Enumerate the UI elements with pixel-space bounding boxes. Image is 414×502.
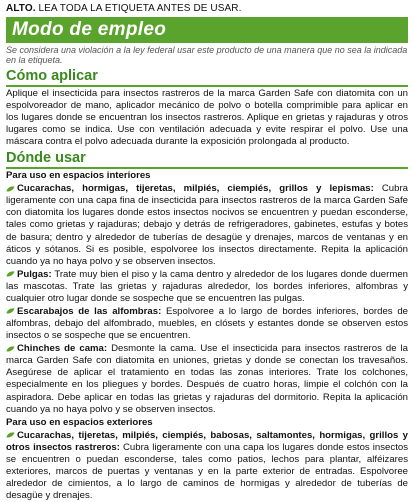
warning-text: LEA TODA LA ETIQUETA ANTES DE USAR. [35, 3, 242, 14]
leaf-bullet-icon [6, 186, 15, 192]
outdoor-heading: Para uso en espacios exteriores [6, 416, 153, 428]
indoor-heading: Para uso en espacios interiores [6, 170, 151, 182]
warning-line [6, 3, 408, 15]
item-title: Cucarachas, tijeretas, milpiés, ciempiés, babosas, saltamontes, hormigas, grillos y otros insectos rastreros: [6, 429, 408, 453]
legal-note: Se considera una violación a la ley federal usar este producto de una manera que no sea la indicada en la etiqueta. [6, 45, 408, 66]
leaf-bullet-icon [6, 308, 15, 314]
section-heading-how-to-apply: Cómo aplicar [6, 67, 98, 84]
label-page [6, 0, 408, 502]
indoor-item-carpet-beetles [6, 306, 408, 342]
leaf-bullet-icon [6, 432, 15, 438]
item-text: Cubra ligeramente con una capa los lugares donde estos insectos se encuentren o puedan esconderse, tales como patios, lechos para plantar, alféizares exteriores, marcos de puertas y ventanas y en la parte exterior de entradas. Espolvoree alrededor de cimientos, a lo largo de caminos de hormigas y alrededor de tuberías de desagüe y drenajes. [6, 441, 408, 502]
outdoor-item-crawling-insects [6, 430, 408, 502]
item-text: Desmonte la cama. Use el insecticida para insectos rastreros de la marca Garden Safe con diatomita en uniones, grietas y donde se conectan los travesaños. Asegúrese de aplicar el tratamiento en todas las zonas interiores. Trate los colchones, especialmente en los pliegues y bordes. Después de cuatro horas, limpie el colchón con la aspiradora. Debe aplicar en todas las grietas y rajaduras del dormitorio. Repita la aplicación cuando ya no haya polvo y se observen insectos. [6, 343, 408, 415]
leaf-bullet-icon [6, 271, 15, 277]
item-text: Trate muy bien el piso y la cama dentro y alrededor de los lugares donde duermen las mascotas. Trate las grietas y rajaduras alrededor, los bordes inferiores, alfombras y cualquier otro lugar donde se sospeche que se encuentren las pulgas. [6, 268, 408, 304]
indoor-item-fleas [6, 269, 408, 305]
item-text: Cubra ligeramente con una capa fina de insecticida para insectos rastreros de la marca Garden Safe con diatomita los lugares donde estos insectos nocivos se encuentren y puedan esconderse, tales como grietas y rajaduras; debajo y detrás de refrigeradores, gabinetes, estufas y botes de basura; dentro y alrededor de tuberías de desagüe y drenajes, marcos de ventanas y en áticos y sótanos. Si es posible, espolvoree los insectos directamente. Repita la aplicación cuando ya no haya polvo y se observen insectos. [6, 183, 408, 267]
how-to-apply-text: Aplique el insecticida para insectos rastreros de la marca Garden Safe con diatomita con un espolvoreador de mano, aplicador mecánico de polvo o botella comprimible para aplicar en los lugares donde se encuentran los insectos rastreros. Aplique en grietas y rajaduras y otros lugares como se indica. Use con ventilación adecuada y evite respirar el polvo. Use una máscara contra el polvo adecuada durante la exposición prolongada al producto. [6, 87, 408, 148]
item-title: Chinches de cama: [17, 343, 108, 355]
indoor-item-bed-bugs [6, 343, 408, 415]
item-title: Pulgas: [17, 268, 52, 280]
section-heading-where-to-use: Dónde usar [6, 150, 86, 167]
instructions-banner [6, 17, 408, 43]
leaf-bullet-icon [6, 346, 15, 352]
warning-bold: ALTO. [6, 3, 36, 14]
item-title: Escarabajos de las alfombras: [17, 306, 162, 317]
section-how-to-apply [6, 69, 408, 87]
item-title: Cucarachas, hormigas, tijeretas, milpiés, ciempiés, grillos y lepismas: [17, 183, 374, 195]
banner-title: Modo de empleo [12, 19, 167, 41]
section-where-to-use [6, 151, 408, 169]
indoor-item-cockroaches [6, 183, 408, 268]
item-text: Espolvoree a lo largo de bordes inferiores, bordes de alfombras, debajo del alfombrado, muebles, en clósets y estantes donde se observen estos insectos o se sospeche que se encuentren. [6, 306, 408, 342]
